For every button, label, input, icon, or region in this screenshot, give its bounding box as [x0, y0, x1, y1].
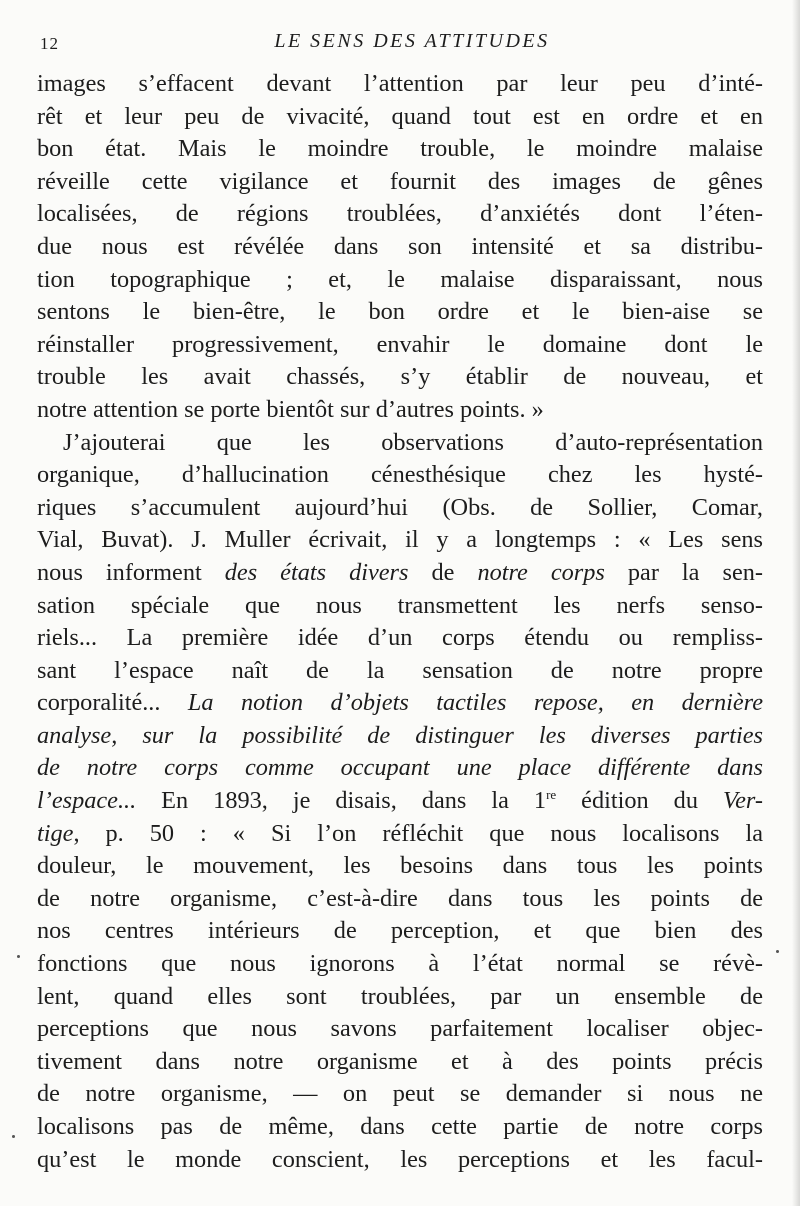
print-speck — [12, 1135, 15, 1138]
text-line: qu’est le monde conscient, les perceptions et les facul- — [37, 1145, 763, 1173]
text-line: fonctions que nous ignorons à l’état normal se révè- — [37, 950, 763, 978]
text-line: nous informent des états divers de notre corps par la sen- — [37, 558, 763, 586]
text-line: Vial, Buvat). J. Muller écrivait, il y a longtemps : « Les sens — [37, 526, 763, 554]
text-line: sation spéciale que nous transmettent les nerfs senso- — [37, 591, 763, 619]
text-line-italic: analyse, sur la possibilité de distinguer les diverses parties — [37, 721, 763, 749]
text-line: sentons le bien-être, le bon ordre et le bien-aise se — [37, 298, 763, 326]
text-line: localisons pas de même, dans cette partie de notre corps — [37, 1113, 763, 1140]
text-line: lent, quand elles sont troublées, par un ensemble de — [37, 982, 763, 1010]
italic-phrase: La notion d’objets tactiles repose, en dernière — [187, 689, 763, 717]
text-line: bon état. Mais le moindre trouble, le moindre malaise — [37, 135, 763, 163]
text-line: organique, d’hallucination cénesthésique chez les hysté- — [37, 461, 763, 489]
text-line: réveille cette vigilance et fournit des images de gênes — [37, 167, 763, 195]
text-line: tivement dans notre organisme et à des points précis — [37, 1047, 763, 1075]
text-line: de notre organisme, — on peut se demander si nous ne — [37, 1080, 763, 1108]
italic-phrase: l’espace... — [37, 787, 137, 815]
text-line-paragraph-start: J’ajouterai que les observations d’auto-représentation — [63, 428, 763, 456]
superscript: re — [546, 787, 557, 803]
print-speck — [776, 950, 779, 953]
text-line: localisées, de régions troublées, d’anxiétés dont l’éten- — [37, 200, 763, 228]
page-number: 12 — [40, 34, 59, 53]
text-line-paragraph-end: notre attention se porte bientôt sur d’autres points. » — [37, 395, 544, 423]
text-line: de notre organisme, c’est-à-dire dans tous les points de — [37, 884, 763, 912]
text-line: images s’effacent devant l’attention par leur peu d’inté- — [37, 70, 763, 97]
text-line: riques s’accumulent aujourd’hui (Obs. de Sollier, Comar, — [37, 493, 763, 521]
text-line-italic: de notre corps comme occupant une place différente dans — [37, 754, 763, 782]
text-line: réinstaller progressivement, envahir le domaine dont le — [37, 330, 763, 358]
text-line: due nous est révélée dans son intensité et sa distribu- — [37, 232, 763, 260]
text-line: sant l’espace naît de la sensation de notre propre — [37, 656, 763, 684]
page-edge-shadow — [792, 0, 800, 1206]
italic-phrase: Ver- — [722, 787, 763, 815]
text-line: perceptions que nous savons parfaitement localiser objec- — [37, 1015, 763, 1043]
running-title: LE SENS DES ATTITUDES — [274, 30, 550, 52]
italic-phrase: des états divers — [224, 558, 409, 586]
print-speck — [17, 955, 20, 958]
text-line: l’espace... En 1893, je disais, dans la 1re édition du Ver- — [37, 787, 763, 815]
text-line: riels... La première idée d’un corps étendu ou rempliss- — [37, 624, 763, 652]
italic-phrase: tige — [37, 819, 74, 847]
text-line: nos centres intérieurs de perception, et que bien des — [37, 917, 763, 945]
text-line: tige, p. 50 : « Si l’on réfléchit que nous localisons la — [37, 819, 763, 847]
text-line: trouble les avait chassés, s’y établir de nouveau, et — [37, 363, 763, 391]
italic-phrase: notre corps — [477, 558, 605, 586]
text-line: tion topographique ; et, le malaise disparaissant, nous — [37, 265, 763, 293]
text-line: rêt et leur peu de vivacité, quand tout est en ordre et en — [37, 102, 763, 130]
text-line: corporalité... La notion d’objets tactiles repose, en dernière — [37, 689, 763, 717]
text-line: douleur, le mouvement, les besoins dans tous les points — [37, 852, 763, 880]
body-text — [37, 68, 763, 1176]
